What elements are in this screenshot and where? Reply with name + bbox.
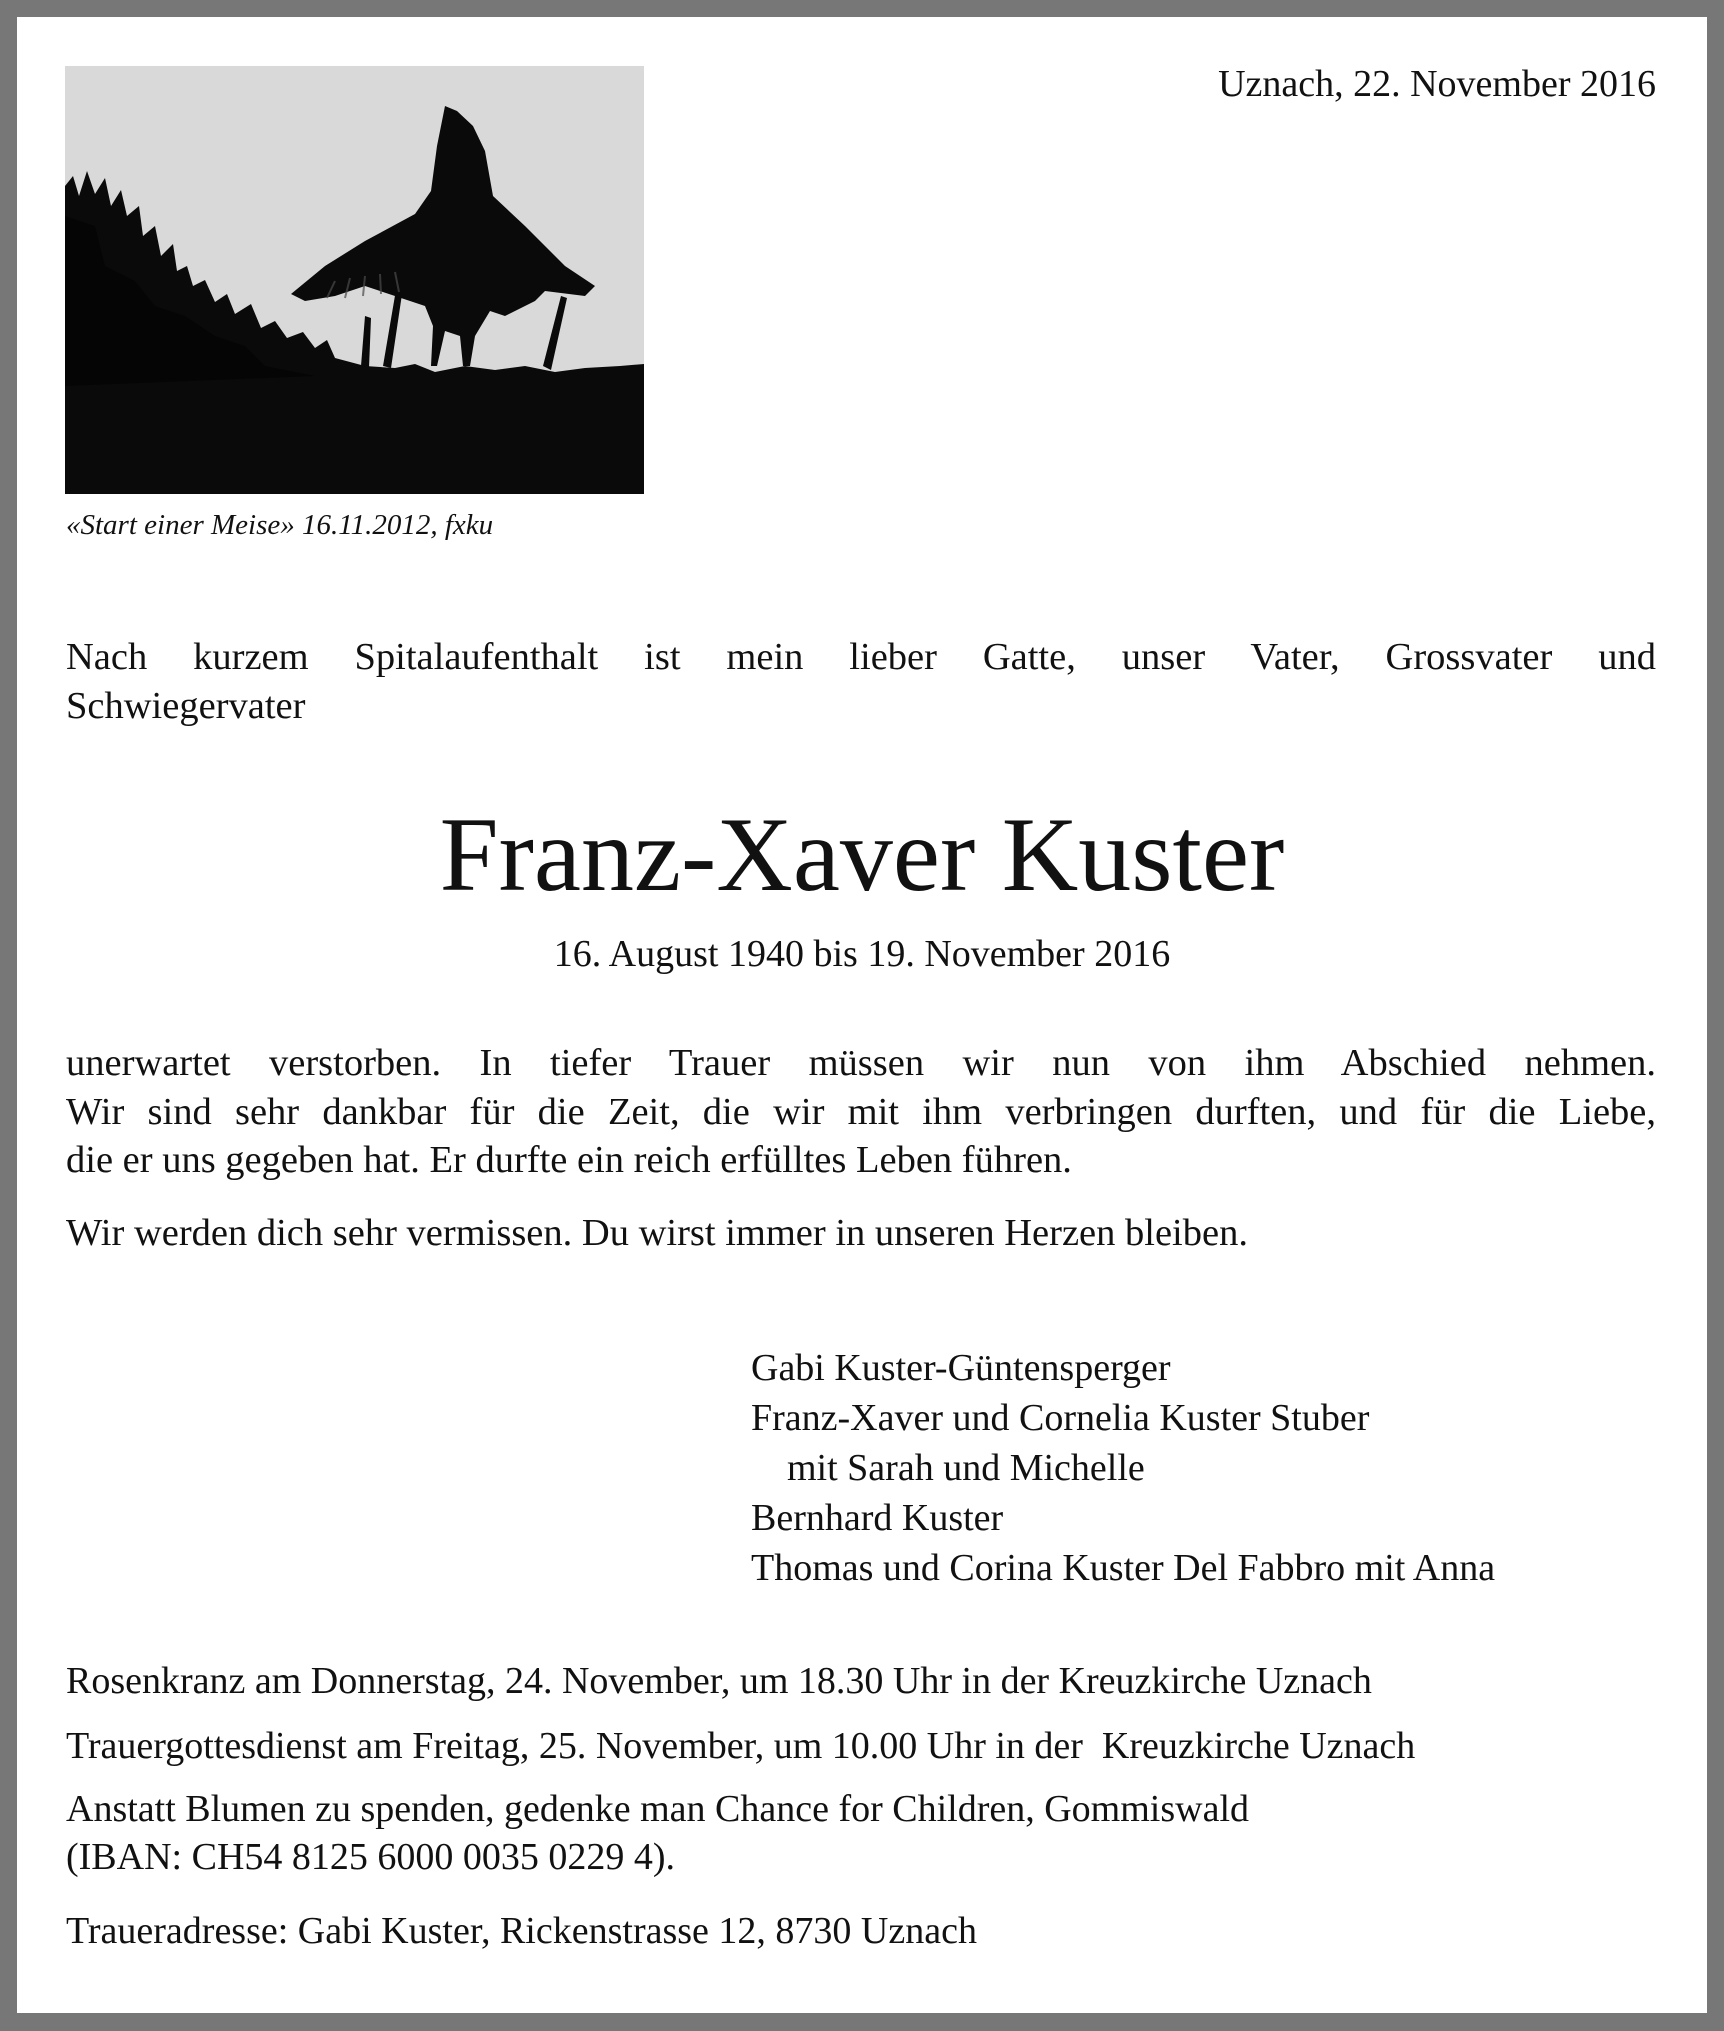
message-line: Wir sind sehr dankbar für die Zeit, die wir mit ihm verbringen durften, und für die Liebe, <box>66 1090 1656 1133</box>
mourners-list <box>751 1343 1495 1593</box>
lifespan-dates: 16. August 1940 bis 19. November 2016 <box>553 933 1171 975</box>
mourning-address: Traueradresse: Gabi Kuster, Rickenstrasse 12, 8730 Uznach <box>66 1910 977 1952</box>
rosary-info: Rosenkranz am Donnerstag, 24. November, um 18.30 Uhr in der Kreuzkirche Uznach <box>66 1660 1372 1702</box>
obituary-photo <box>65 66 644 494</box>
mourner-name: mit Sarah und Michelle <box>787 1447 1145 1489</box>
donation-info <box>66 1785 1656 1881</box>
obituary-page <box>17 17 1707 2013</box>
message-line: unerwartet verstorben. In tiefer Trauer müssen wir nun von ihm Abschied nehmen. <box>66 1042 1656 1084</box>
message-line: die er uns gegeben hat. Er durfte ein reich erfülltes Leben führen. <box>66 1139 1072 1181</box>
deceased-name: Franz-Xaver Kuster <box>439 796 1285 913</box>
photo-caption: «Start einer Meise» 16.11.2012, fxku <box>66 509 494 541</box>
mourner-name: Franz-Xaver und Cornelia Kuster Stuber <box>751 1397 1370 1439</box>
place-and-date: Uznach, 22. November 2016 <box>1218 63 1656 105</box>
message-paragraph <box>66 1039 1656 1185</box>
intro-line: Schwiegervater <box>66 684 306 727</box>
closing-sentence: Wir werden dich sehr vermissen. Du wirst immer in unseren Herzen bleiben. <box>66 1212 1248 1254</box>
mourner-name: Thomas und Corina Kuster Del Fabbro mit Anna <box>751 1547 1496 1589</box>
mourner-name: Bernhard Kuster <box>751 1497 1004 1539</box>
donation-line: Anstatt Blumen zu spenden, gedenke man Chance for Children, Gommiswald <box>66 1788 1250 1830</box>
donation-iban: (IBAN: CH54 8125 6000 0035 0229 4). <box>66 1836 676 1878</box>
intro-line: Nach kurzem Spitalaufenthalt ist mein lieber Gatte, unser Vater, Grossvater und <box>66 636 1656 678</box>
bird-silhouette-image <box>65 66 644 494</box>
funeral-service-info: Trauergottesdienst am Freitag, 25. November, um 10.00 Uhr in der Kreuzkirche Uznach <box>66 1725 1416 1767</box>
intro-paragraph <box>66 633 1656 730</box>
mourner-name: Gabi Kuster-Güntensperger <box>751 1347 1171 1389</box>
